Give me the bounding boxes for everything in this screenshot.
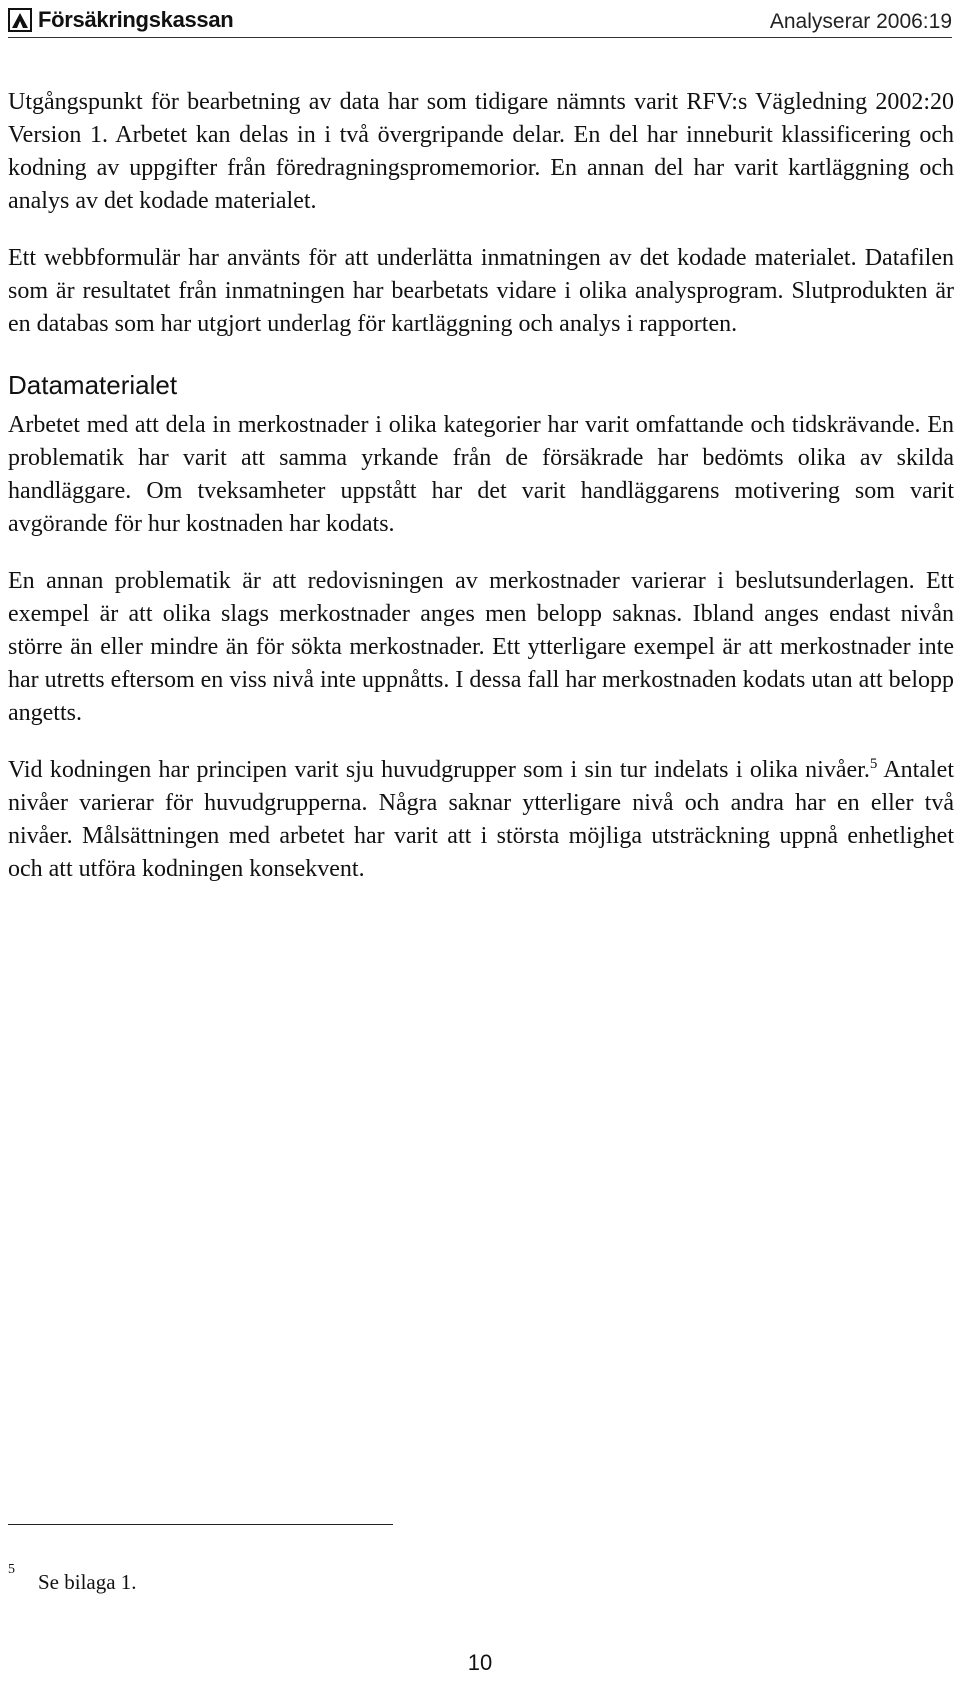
paragraph: En annan problematik är att redovisningen av merkostnader varierar i beslutsunderlagen. Ett exempel är att olika slags merkostnader anges men belopp saknas. Ibland anges endast nivån större än eller mindre än för sökta merkostnader. Ett ytterligare exempel är att merkostnader inte har utretts eftersom en viss nivå inte uppnåtts. I dessa fall har merkostnaden kodats utan att belopp angetts. — [8, 568, 954, 726]
page-number: 10 — [467, 1650, 493, 1675]
footnote-divider — [8, 1524, 393, 1525]
paragraph: Utgångspunkt för bearbetning av data har som tidigare nämnts varit RFV:s Vägledning 2002:20 Version 1. Arbetet kan delas in i två övergripande delar. En del har inneburit klassificering och kodning av uppgifter från föredragningspromemorior. En annan del har varit kartläggning och analys av det kodade materialet. — [8, 89, 954, 214]
paragraph-text: Vid kodningen har principen varit sju huvudgrupper som i sin tur indelats i olika nivåer. — [8, 757, 870, 783]
logo-text: Försäkringskassan — [38, 7, 234, 32]
paragraph: Ett webbformulär har använts för att underlätta inmatningen av det kodade materialet. Datafilen som är resultatet från inmatningen har bearbetats vidare i olika analysprogram. Slutprodukten är en databas som har utgjort underlag för kartläggning och analys i rapporten. — [8, 245, 954, 337]
page-body — [8, 86, 954, 910]
footnote-number: 5 — [8, 1562, 15, 1577]
section-heading: Datamaterialet — [8, 370, 178, 400]
footnote-reference[interactable]: 5 — [869, 756, 878, 772]
header-divider — [8, 37, 952, 38]
paragraph: Arbetet med att dela in merkostnader i olika kategorier har varit omfattande och tidskrävande. En problematik har varit att samma yrkande från de försäkrade har bedömts olika av skilda handläggare. Om tveksamheter uppstått har det varit handläggarens motivering som varit avgörande för hur kostnaden har kodats. — [8, 412, 954, 537]
paragraph-text: Antalet nivåer varierar för huvudgrupperna. Några saknar ytterligare nivå och andra har en eller två nivåer. Målsättningen med arbetet har varit att i största möjliga utsträckning uppnå enhetlighet och att utföra kodningen konsekvent. — [8, 757, 954, 882]
logo — [8, 7, 233, 33]
report-id: Analyserar 2006:19 — [769, 10, 952, 33]
footnote-text: Se bilaga 1. — [38, 1570, 137, 1594]
page-header — [8, 4, 952, 38]
footnote — [8, 1562, 137, 1595]
forsakringskassan-logo-icon — [8, 8, 32, 32]
paragraph — [8, 754, 954, 886]
